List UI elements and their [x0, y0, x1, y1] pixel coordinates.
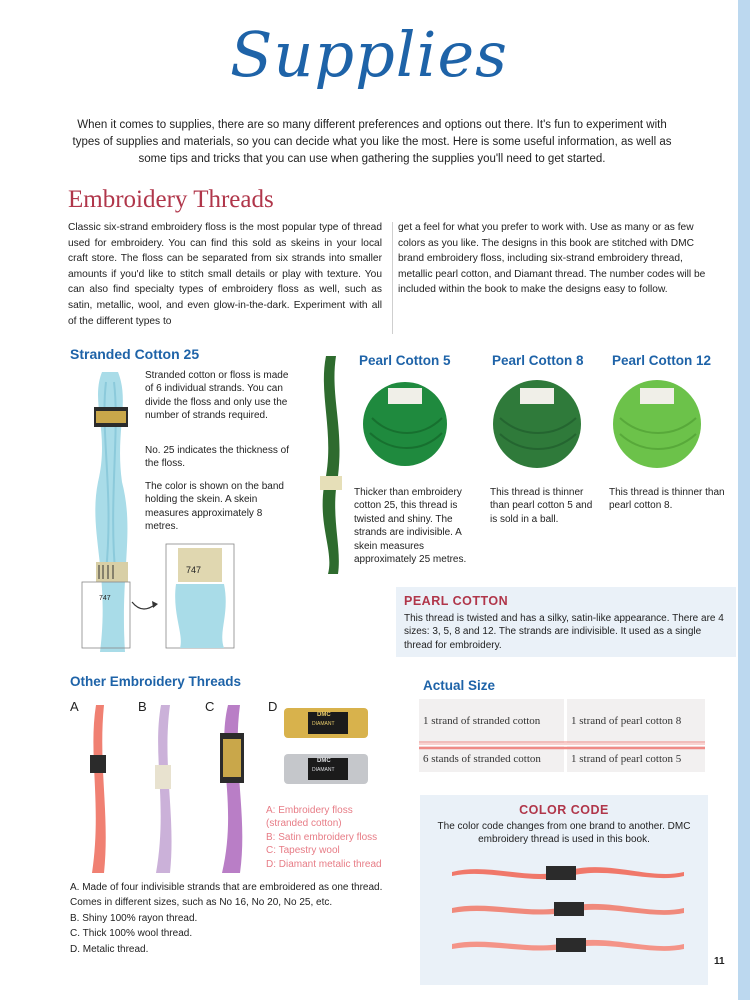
pearl-cotton-12-desc: This thread is thinner than pearl cotton 8. — [609, 487, 725, 512]
pearl-cotton-12-heading: Pearl Cotton 12 — [612, 353, 712, 368]
letter-c: C — [205, 699, 215, 714]
note-1: A. Made of four indivisible strands that are embroidered as one thread. — [70, 882, 383, 893]
pearl-cotton-box — [396, 587, 736, 657]
actual-size-heading: Actual Size — [423, 678, 496, 693]
stranded-p2: No. 25 indicates the thickness of the floss. — [145, 445, 289, 470]
actual-size-label-2: 1 strand of pearl cotton 8 — [571, 715, 682, 727]
actual-size-label-4: 1 strand of pearl cotton 5 — [571, 753, 682, 765]
legend-line-3: B: Satin embroidery floss — [266, 831, 378, 843]
gold-spool-label: DIAMANT — [312, 721, 335, 727]
silver-spool-label: DIAMANT — [312, 767, 335, 773]
pearl-cotton-12-ball — [612, 378, 702, 468]
pearl-cotton-box-title: PEARL COTTON — [404, 594, 509, 608]
silver-spool-brand: DMC — [317, 758, 331, 764]
legend-line-1: A: Embroidery floss — [266, 805, 353, 816]
actual-size-label-3: 6 stands of stranded cotton — [423, 753, 541, 765]
legend-line-4: C: Tapestry wool — [266, 845, 340, 857]
column-divider — [392, 222, 393, 334]
actual-size-label-1: 1 strand of stranded cotton — [423, 715, 541, 727]
pearl-cotton-box-text: This thread is twisted and has a silky, satin-like appearance. There are 4 sizes: 3, 5, 8 and 12. The strands are indivisible. It used as a single thread for embroidery. — [404, 613, 724, 651]
band-number-zoom: 747 — [186, 565, 202, 575]
page-number: 11 — [714, 956, 725, 967]
pearl-cotton-8-heading: Pearl Cotton 8 — [492, 353, 584, 368]
intro-paragraph: When it comes to supplies, there are so many different preferences and options out there. It's fun to experiment with types of supplies and materials, so you can decide what you like the most. Here is some useful information, as well as some tips and tricks that you can use when gathering the supplies you'll need to get started. — [72, 119, 672, 165]
stranded-cotton-heading: Stranded Cotton 25 — [70, 346, 200, 362]
color-code-text: The color code changes from one brand to another. DMC embroidery thread is used in this book. — [437, 821, 691, 846]
legend-line-5: D: Diamant metalic thread — [266, 858, 382, 870]
strand-samples — [419, 700, 709, 772]
embroidery-col1: Classic six-strand embroidery floss is the most popular type of thread used for embroidery. You can find this sold as skeins in your local craft store. The floss can be separated from six strands into smaller amounts if you'd like to stitch small details or play with texture. You can also find specialty types of embroidery floss as well, such as satin, metallic, wool, and even glow-in-the-dark. Experiment with all of the different types to — [68, 222, 382, 327]
note-5: D. Metalic thread. — [70, 943, 149, 955]
color-code-box — [420, 795, 708, 985]
color-code-floss-2 — [450, 896, 686, 920]
pearl-cotton-8-desc: This thread is thinner than pearl cotton 5 and is sold in a ball. — [490, 487, 593, 525]
tapestry-wool-c-image — [214, 705, 250, 873]
page-title: Supplies — [230, 18, 508, 91]
color-code-floss-1 — [450, 860, 686, 884]
color-code-floss-3 — [450, 932, 686, 956]
stranded-zoom-image — [166, 544, 236, 650]
pearl-cotton-5-ball — [362, 378, 448, 468]
satin-floss-b-image — [148, 705, 178, 873]
embroidery-threads-heading: Embroidery Threads — [68, 186, 274, 213]
page-edge-bar — [738, 0, 750, 1000]
note-2: Comes in different sizes, such as No 16, No 20, No 25, etc. — [70, 897, 333, 909]
color-code-title: COLOR CODE — [519, 803, 609, 817]
pearl-cotton-5-heading: Pearl Cotton 5 — [359, 353, 451, 368]
pearl-cotton-8-ball — [492, 378, 582, 468]
pearl-cotton-5-skein-image — [316, 356, 346, 576]
other-threads-notes — [70, 880, 382, 957]
other-threads-heading: Other Embroidery Threads — [70, 674, 242, 689]
embroidery-floss-a-image — [84, 705, 112, 873]
legend-line-2: (stranded cotton) — [266, 818, 342, 830]
embroidery-col2: get a feel for what you prefer to work with. Use as many or as few colors as you like. The designs in this book are stitched with DMC brand embroidery floss, including six-strand embroidery thread, metallic pearl cotton, and Diamant thread. The number codes will be included within the book to make the designs easy to follow. — [398, 222, 706, 296]
letter-a: A — [70, 699, 79, 714]
arrow-icon — [130, 598, 160, 612]
letter-b: B — [138, 699, 147, 714]
note-3: B. Shiny 100% rayon thread. — [70, 912, 198, 924]
band-number-small: 747 — [99, 595, 111, 602]
note-4: C. Thick 100% wool thread. — [70, 928, 193, 940]
stranded-p1: Stranded cotton or floss is made of 6 individual strands. You can divide the floss and only use the number of strands required. — [145, 370, 289, 422]
pearl-cotton-5-desc: Thicker than embroidery cotton 25, this thread is twisted and shiny. The strands are indivisible. A skein measures approximately 25 metres. — [354, 487, 467, 566]
gold-spool-brand: DMC — [317, 712, 331, 718]
stranded-p3: The color is shown on the band holding the skein. A skein measures approximately 8 metres. — [145, 481, 284, 533]
thread-legend — [266, 804, 382, 871]
letter-d: D — [268, 699, 278, 714]
